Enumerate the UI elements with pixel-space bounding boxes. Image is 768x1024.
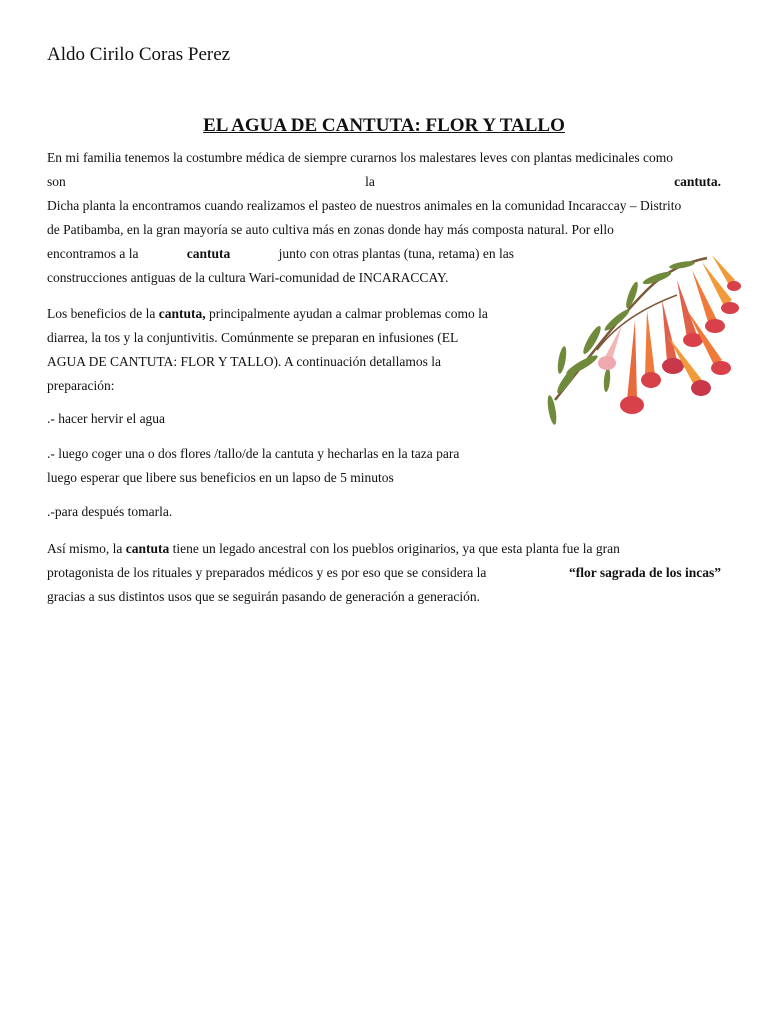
- text-fragment: Así mismo, la: [47, 541, 123, 556]
- step-add-flowers: [47, 442, 514, 490]
- document-title: EL AGUA DE CANTUTA: FLOR Y TALLO: [203, 115, 565, 136]
- bold-term: cantuta.: [674, 174, 721, 189]
- text-fragment: la: [365, 174, 375, 189]
- text-fragment: principalmente ayudan a calmar problemas como la: [208, 306, 488, 321]
- paragraph-benefits: [47, 302, 514, 398]
- text-line: luego esperar que libere sus beneficios en un lapso de 5 minutos: [47, 470, 394, 485]
- text-fragment: son: [47, 174, 66, 189]
- text-line: [47, 170, 721, 194]
- paragraph-legacy: [47, 537, 721, 609]
- bold-term: cantuta: [186, 246, 231, 261]
- text-fragment: junto con otras plantas (tuna, retama) en las: [278, 246, 514, 261]
- text-line: En mi familia tenemos la costumbre médica de siempre curarnos los malestares leves con plantas medicinales como: [47, 150, 674, 165]
- cantuta-flower-illustration: [527, 240, 741, 452]
- step-drink: [47, 500, 721, 524]
- text-line: construcciones antiguas de la cultura Wari-comunidad de INCARACCAY.: [47, 270, 449, 285]
- author-name: Aldo Cirilo Coras Perez: [47, 44, 231, 65]
- text-line: de Patibamba, en la gran mayoría se auto cultiva más en zonas donde hay más composta natural. Por ello: [47, 222, 614, 237]
- text-fragment: encontramos a la: [47, 246, 139, 261]
- text-line: .-para después tomarla.: [47, 504, 173, 519]
- bold-quote: “flor sagrada de los incas”: [568, 565, 721, 580]
- text-line: [47, 242, 514, 266]
- text-line: gracias a sus distintos usos que se seguirán pasando de generación a generación.: [47, 589, 480, 604]
- flowers: [598, 255, 741, 414]
- bold-term: cantuta: [125, 541, 170, 556]
- text-line: .- luego coger una o dos flores /tallo/de la cantuta y hecharlas en la taza para: [47, 446, 460, 461]
- text-fragment: tiene un legado ancestral con los pueblos originarios, ya que esta planta fue la gran: [172, 541, 620, 556]
- text-line: [47, 537, 721, 561]
- text-line: preparación:: [47, 378, 115, 393]
- text-line: .- hacer hervir el agua: [47, 411, 166, 426]
- text-fragment: protagonista de los rituales y preparados médicos y es por eso que se considera la: [47, 565, 487, 580]
- text-fragment: Los beneficios de la: [47, 306, 156, 321]
- paragraph-intro: [47, 146, 721, 194]
- text-line: [47, 561, 721, 585]
- cantuta-flower-image: [527, 240, 741, 452]
- text-line: Dicha planta la encontramos cuando realizamos el pasteo de nuestros animales en la comunidad Incaraccay – Distrito: [47, 198, 682, 213]
- step-boil-water: [47, 407, 514, 431]
- text-line: AGUA DE CANTUTA: FLOR Y TALLO). A continuación detallamos la: [47, 354, 442, 369]
- text-line: [47, 302, 514, 326]
- bold-term: cantuta,: [158, 306, 206, 321]
- leaves: [546, 260, 695, 426]
- text-line: diarrea, la tos y la conjuntivitis. Comúnmente se preparan en infusiones (EL: [47, 330, 459, 345]
